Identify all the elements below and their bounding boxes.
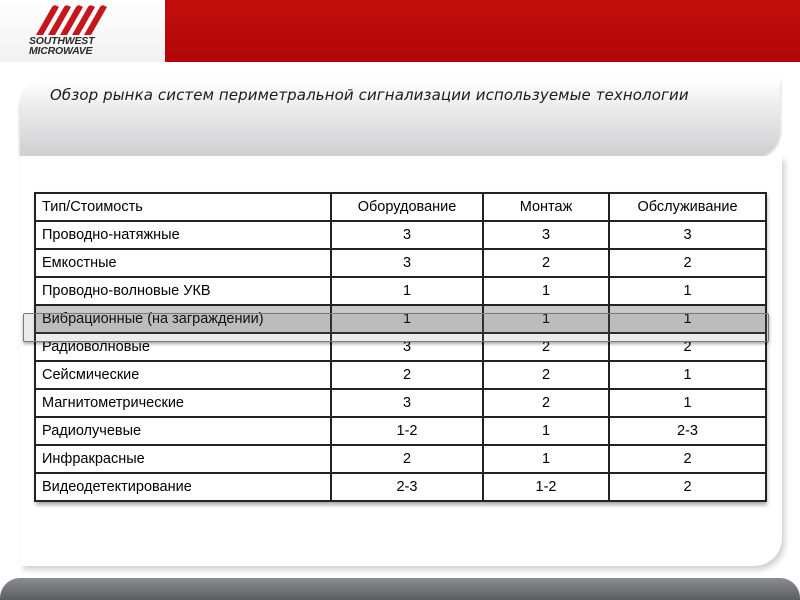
table-row bbox=[35, 389, 766, 417]
header-bar bbox=[0, 0, 800, 62]
footer-bar bbox=[0, 578, 800, 600]
table-cell: 3 bbox=[331, 389, 483, 417]
table-row-label: Магнитометрические bbox=[35, 389, 331, 417]
table-row bbox=[35, 277, 766, 305]
table-cell: 3 bbox=[331, 333, 483, 361]
table-cell: 3 bbox=[609, 221, 766, 249]
table-cell: 2 bbox=[609, 473, 766, 501]
table-header-cell: Тип/Стоимость bbox=[35, 193, 331, 221]
table-row-label: Инфракрасные bbox=[35, 445, 331, 473]
table-cell: 2 bbox=[609, 333, 766, 361]
table-cell: 1 bbox=[609, 305, 766, 333]
table-row bbox=[35, 473, 766, 501]
table-cell: 3 bbox=[331, 221, 483, 249]
logo-line-2: MICROWAVE bbox=[29, 45, 93, 57]
table-row bbox=[35, 445, 766, 473]
table-row-label: Видеодетектирование bbox=[35, 473, 331, 501]
table-cell: 1 bbox=[483, 277, 609, 305]
brand-stripes-icon bbox=[30, 5, 112, 35]
table-header-cell: Монтаж bbox=[483, 193, 609, 221]
table-cell: 1-2 bbox=[483, 473, 609, 501]
table-cell: 1 bbox=[609, 361, 766, 389]
table-cell: 2 bbox=[483, 361, 609, 389]
table-row-label: Проводно-натяжные bbox=[35, 221, 331, 249]
table-cell: 3 bbox=[483, 221, 609, 249]
table-cell: 1 bbox=[483, 417, 609, 445]
table-row-label: Радиолучевые bbox=[35, 417, 331, 445]
table-cell: 2 bbox=[331, 445, 483, 473]
table-cell: 2 bbox=[609, 445, 766, 473]
table-row-label: Радиоволновые bbox=[35, 333, 331, 361]
table-header-cell: Оборудование bbox=[331, 193, 483, 221]
table-row bbox=[35, 333, 766, 361]
slide-title: Обзор рынка систем периметральной сигнализации используемые технологии bbox=[50, 86, 689, 104]
table-cell: 1 bbox=[609, 389, 766, 417]
table-header-cell: Обслуживание bbox=[609, 193, 766, 221]
table-row-label: Вибрационные (на заграждении) bbox=[35, 305, 331, 333]
table-row bbox=[35, 221, 766, 249]
table-cell: 2-3 bbox=[331, 473, 483, 501]
table-row-label: Проводно-волновые УКВ bbox=[35, 277, 331, 305]
table-row bbox=[35, 417, 766, 445]
table-cell: 1 bbox=[483, 445, 609, 473]
logo-line-1: SOUTHWEST bbox=[29, 35, 95, 47]
table-row bbox=[35, 305, 766, 333]
table-row bbox=[35, 249, 766, 277]
table-cell: 1 bbox=[483, 305, 609, 333]
table-row-label: Сейсмические bbox=[35, 361, 331, 389]
table-cell: 1 bbox=[609, 277, 766, 305]
logo bbox=[0, 0, 165, 62]
table-cell: 2 bbox=[483, 389, 609, 417]
table-cell: 1 bbox=[331, 277, 483, 305]
table-cell: 1-2 bbox=[331, 417, 483, 445]
header-accent-band bbox=[165, 0, 800, 62]
table-cell: 2-3 bbox=[609, 417, 766, 445]
table-cell: 2 bbox=[483, 249, 609, 277]
table-cell: 2 bbox=[483, 333, 609, 361]
comparison-table-wrap bbox=[34, 192, 765, 502]
table-row bbox=[35, 361, 766, 389]
table-cell: 2 bbox=[609, 249, 766, 277]
table-header-row bbox=[35, 193, 766, 221]
table-cell: 1 bbox=[331, 305, 483, 333]
comparison-table bbox=[34, 192, 767, 502]
logo-text bbox=[29, 36, 94, 56]
table-row-label: Емкостные bbox=[35, 249, 331, 277]
table-cell: 3 bbox=[331, 249, 483, 277]
table-cell: 2 bbox=[331, 361, 483, 389]
